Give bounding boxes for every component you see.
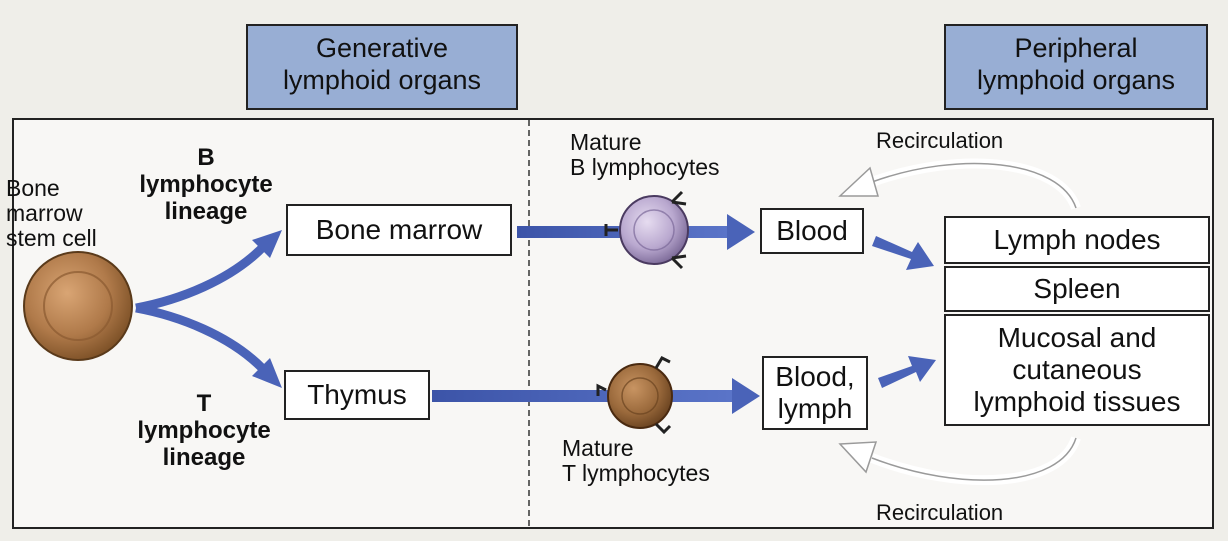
t-lineage-line3: lineage <box>162 444 246 471</box>
branch-arrow-to-thymus <box>136 308 262 368</box>
mucosal-line3: lymphoid tissues <box>973 386 1181 417</box>
blood-lymph-line2: lymph <box>777 393 853 424</box>
arrow-blood-to-lymph-nodes <box>872 236 934 270</box>
mature-b-line2: B lymphocytes <box>570 154 720 180</box>
mucosal-box <box>944 314 1210 426</box>
bone-marrow-box <box>286 204 512 256</box>
mature-t-line2: T lymphocytes <box>562 460 710 486</box>
recirculation-top-label: Recirculation <box>876 128 1004 153</box>
stem-cell-label-line2: marrow <box>6 200 83 226</box>
branch-arrow-to-bone-marrow <box>136 248 262 308</box>
t-lineage-line1: T <box>196 390 212 417</box>
stem-cell-label <box>6 176 97 251</box>
spleen-label: Spleen <box>1033 273 1121 304</box>
peripheral-header-line2: lymphoid organs <box>976 65 1176 95</box>
b-lineage-line1: B <box>197 144 215 171</box>
blood-box <box>760 208 864 254</box>
arrow-bone-marrow-to-blood-head <box>727 214 755 250</box>
bone-marrow-label: Bone marrow <box>315 214 483 245</box>
t-lymphocyte-icon <box>598 358 672 432</box>
stem-cell-icon <box>24 252 132 360</box>
peripheral-header-line1: Peripheral <box>1014 33 1138 63</box>
mucosal-line1: Mucosal and <box>997 322 1157 353</box>
arrow-blood-lymph-to-mucosal <box>878 356 936 388</box>
t-lineage-label <box>116 390 292 471</box>
generative-header-line1: Generative <box>315 33 449 63</box>
mature-b-line1: Mature <box>570 129 642 155</box>
stem-cell-label-line3: stem cell <box>6 225 97 251</box>
stem-cell-label-line1: Bone <box>6 175 60 201</box>
recirculation-bottom-arrow <box>872 438 1076 480</box>
spleen-box <box>944 266 1210 312</box>
recirculation-top-arrow <box>872 163 1076 208</box>
generative-header-line2: lymphoid organs <box>282 65 482 95</box>
mucosal-line2: cutaneous <box>1012 354 1142 385</box>
blood-lymph-line1: Blood, <box>775 361 855 392</box>
mature-t-label <box>562 436 710 486</box>
recirculation-top-arrowhead <box>840 168 878 196</box>
arrow-thymus-to-blood-lymph-shaft <box>432 390 732 402</box>
mature-b-label <box>570 130 720 180</box>
recirculation-bottom-arrowhead <box>840 442 876 472</box>
b-lineage-line2: lymphocyte <box>139 171 273 198</box>
arrow-thymus-to-blood-lymph-head <box>732 378 760 414</box>
mature-t-line1: Mature <box>562 435 634 461</box>
thymus-box <box>284 370 430 420</box>
thymus-label: Thymus <box>307 379 407 410</box>
b-lineage-line3: lineage <box>164 198 248 225</box>
recirculation-bottom-label: Recirculation <box>876 500 1004 525</box>
t-lineage-line2: lymphocyte <box>137 417 271 444</box>
lymph-nodes-label: Lymph nodes <box>993 224 1161 255</box>
blood-lymph-box <box>762 356 868 430</box>
b-lineage-label <box>122 144 290 225</box>
blood-label: Blood <box>776 215 848 246</box>
lymph-nodes-box <box>944 216 1210 264</box>
